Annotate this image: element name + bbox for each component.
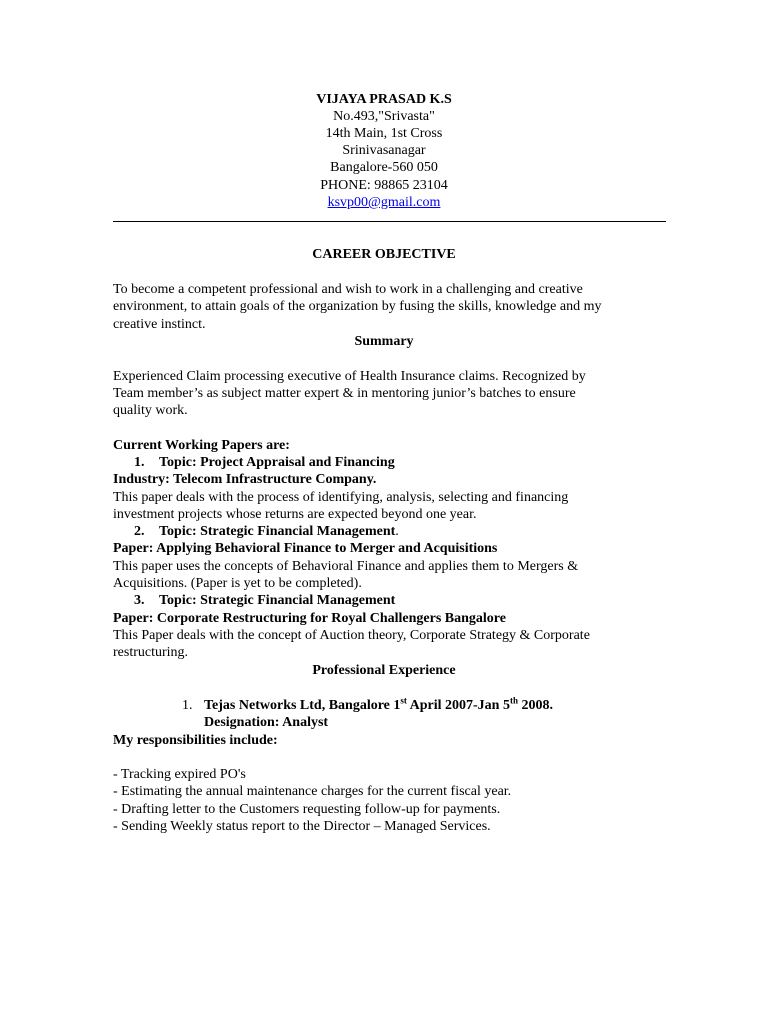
objective-line-1: To become a competent professional and wish to work in a challenging and creative [113,282,583,297]
responsibilities-heading: My responsibilities include: [113,733,278,748]
objective-line-3: creative instinct. [113,317,206,332]
paper-1-number: 1. [134,455,145,470]
papers-heading: Current Working Papers are: [113,438,290,453]
summary-line-2: Team member’s as subject matter expert & in mentoring junior’s batches to ensure [113,386,576,401]
paper-3-desc-2: restructuring. [113,645,189,660]
paper-1-desc-2: investment projects whose returns are expected beyond one year. [113,507,477,522]
job-1-title [204,697,553,714]
paper-3-title: Paper: Corporate Restructuring for Royal Challengers Bangalore [113,611,506,626]
paper-3-desc-1: This Paper deals with the concept of Auction theory, Corporate Strategy & Corporate [113,628,590,643]
summary-line-3: quality work. [113,403,188,418]
email-link[interactable]: ksvp00@gmail.com [327,195,441,210]
address-line-4: Bangalore-560 050 [330,160,438,175]
paper-2-number: 2. [134,524,145,539]
address-line-3: Srinivasanagar [342,143,426,158]
job-1-sup-th: th [509,695,518,706]
header-divider [113,221,666,222]
job-1-year: 2008. [518,698,553,713]
address-line-1: No.493,"Srivasta" [333,109,435,124]
email-line [0,194,768,211]
experience-heading: Professional Experience [312,663,456,678]
objective-line-2: environment, to attain goals of the organization by fusing the skills, knowledge and my [113,299,602,314]
phone-number: PHONE: 98865 23104 [320,178,448,193]
paper-2-title: Paper: Applying Behavioral Finance to Merger and Acquisitions [113,541,498,556]
paper-1-topic: Topic: Project Appraisal and Financing [159,455,395,470]
career-objective-heading: CAREER OBJECTIVE [312,247,456,262]
paper-2-desc-1: This paper uses the concepts of Behavioral Finance and applies them to Mergers & [113,559,579,574]
summary-heading: Summary [354,334,414,349]
responsibility-1: - Tracking expired PO's [113,767,246,782]
paper-1-desc-1: This paper deals with the process of identifying, analysis, selecting and financing [113,490,569,505]
summary-line-1: Experienced Claim processing executive of Health Insurance claims. Recognized by [113,369,586,384]
candidate-name: VIJAYA PRASAD K.S [316,92,452,107]
paper-1-industry: Industry: Telecom Infrastructure Company. [113,472,377,487]
paper-2-desc-2: Acquisitions. (Paper is yet to be completed). [113,576,362,591]
address-line-2: 14th Main, 1st Cross [325,126,443,141]
job-1-sup-st: st [400,695,407,706]
responsibility-4: - Sending Weekly status report to the Director – Managed Services. [113,819,491,834]
job-1-company: Tejas Networks Ltd, Bangalore 1 [204,698,401,713]
paper-3-topic: Topic: Strategic Financial Management [159,593,396,608]
paper-2-topic-suffix: . [395,524,399,539]
job-1-designation: Designation: Analyst [204,715,329,730]
paper-3-number: 3. [134,593,145,608]
job-1-number: 1. [182,698,193,713]
responsibility-3: - Drafting letter to the Customers requesting follow-up for payments. [113,802,501,817]
responsibility-2: - Estimating the annual maintenance charges for the current fiscal year. [113,784,512,799]
job-1-dates: April 2007-Jan 5 [406,698,510,713]
paper-2-topic-line [159,523,399,540]
paper-2-topic: Topic: Strategic Financial Management [159,524,396,539]
